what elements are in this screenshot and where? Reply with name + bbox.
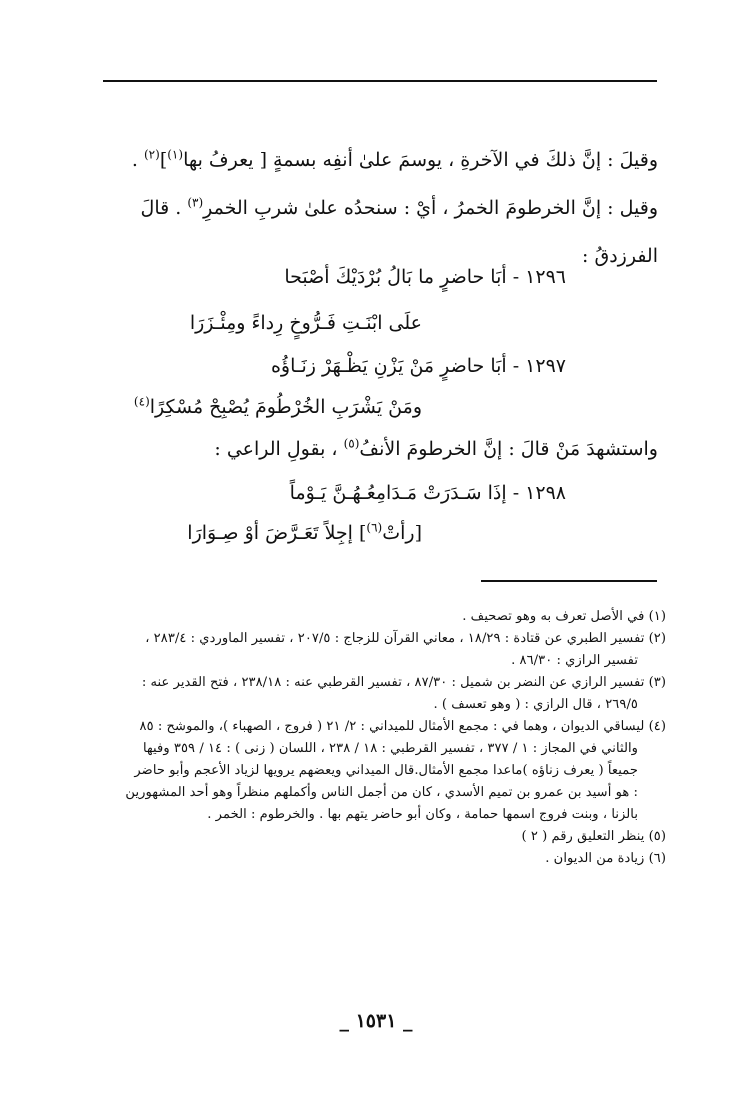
body-line-2	[88, 184, 658, 232]
bracket-close: ]	[159, 149, 168, 171]
istashhad-end: ، بقولِ الراعي :	[214, 438, 344, 460]
footnote-2-line-1: (٢) تفسير الطبري عن قتادة : ١٨/٢٩ ، معاني القرآن للزجاج : ٢٠٧/٥ ، تفسير الماوردي : ٢٨٣/٤ ،	[145, 631, 666, 646]
verse-1298-second-hemistich	[187, 522, 422, 544]
verse-1297-second-text: ومَنْ يَشْرَبِ الخُرْطُومَ يُصْبِحْ مُسْكِرًا	[149, 396, 422, 418]
footnote-1-line: (١) في الأصل تعرف به وهو تصحيف .	[462, 609, 666, 624]
footnote-ref-1: (١)	[167, 147, 184, 162]
verse-1298-first-hemistich: ١٢٩٨ - إذَا سَـدَرَتْ مَـدَامِعُـهُـنَّ يَـوْماً	[289, 482, 566, 504]
verse-1298-rest: ] إجِلاً تَعَـرَّضَ أوْ صِـوَارَا	[187, 522, 367, 544]
footnote-5	[66, 826, 666, 848]
verse-1297-second-hemistich	[134, 396, 422, 418]
footnote-2	[66, 628, 666, 672]
page-number: _ ١٥٣١ _	[339, 1010, 413, 1032]
footnote-2-line-2: تفسير الرازي : ٨٦/٣٠ .	[511, 653, 638, 668]
footnote-3	[66, 672, 666, 716]
body-text	[88, 136, 658, 280]
footnotes	[66, 606, 666, 870]
footnote-ref-3: (٣)	[187, 195, 204, 210]
body-line-1	[88, 136, 658, 184]
footnote-6	[66, 848, 666, 870]
footnote-4-line-2: والثاني في المجاز : ١ / ٣٧٧ ، تفسير القرطبي : ١٨ / ٢٣٨ ، اللسان ( زنى ) : ١٤ / ٣٥٩ وفيها	[142, 741, 638, 756]
footnote-ref-4: (٤)	[133, 394, 150, 409]
footnote-5-line: (٥) ينظر التعليق رقم ( ٢ )	[521, 829, 666, 844]
footnote-4	[66, 716, 666, 826]
body-line-3: الفرزدقُ :	[582, 245, 658, 267]
body-line-1-end: .	[131, 149, 144, 171]
footnote-4-line-3: جميعاً ( يعرف زناؤه )ماعدا مجمع الأمثال.قال الميداني ويعضهم يرويها لزياد الأعجم وأبو حاضر	[134, 763, 638, 778]
verse-1296-second-hemistich: علَى ابْنَـتِ فَـرُّوخٍ رِداءً ومِئْـزَرَا	[189, 312, 422, 334]
footnote-4-line-5: بالزنا ، وبنت فروج اسمها حمامة ، وكان أبو حاضر يتهم بها . والخرطوم : الخمر .	[207, 807, 638, 822]
footnote-separator	[481, 580, 657, 582]
footnote-ref-2: (٢)	[143, 147, 160, 162]
top-rule	[103, 80, 657, 82]
istashhad-text: واستشهدَ مَنْ قالَ : إنَّ الخرطومَ الأنفُ	[359, 438, 658, 460]
footnote-4-line-4: : هو أسيد بن عمرو بن تميم الأسدي ، كان من أجمل الناس وأكملهم منظراً وهو أحد المشهورين	[125, 785, 638, 800]
footnote-3-line-2: ٢٦٩/٥ ، قال الرازي : ( وهو تعسف ) .	[433, 697, 638, 712]
body-line-2-text: وقيل : إنَّ الخرطومَ الخمرُ ، أيْ : سنحدُه علىٰ شربِ الخمرِ	[203, 197, 658, 219]
footnote-ref-5: (٥)	[343, 436, 360, 451]
verse-1296-first-hemistich: ١٢٩٦ - أبَا حاضرٍ ما بَالُ بُرْدَيْكَ أصْبَحا	[284, 266, 566, 288]
footnote-6-line: (٦) زيادة من الديوان .	[545, 851, 666, 866]
footnote-3-line-1: (٣) تفسير الرازي عن النضر بن شميل : ٨٧/٣٠ ، تفسير القرطبي عنه : ٢٣٨/١٨ ، فتح القدير عنه :	[141, 675, 666, 690]
footnote-4-line-1: (٤) ليساقي الديوان ، وهما في : مجمع الأمثال للميداني : ٢/ ٢١ ( فروج ، الصهباء )، والموشح : ٨٥	[139, 719, 666, 734]
verse-1297-first-hemistich: ١٢٩٧ - أبَا حاضرٍ مَنْ يَزْنِ يَظْـهَرْ زنَـاؤُه	[270, 355, 566, 377]
footnote-1	[66, 606, 666, 628]
body-line-2-end: . قالَ	[140, 197, 188, 219]
body-line-1-text: وقيلَ : إنَّ ذلكَ في الآخرةِ ، يوسمَ علىٰ أنفِه بسمةٍ [ يعرفُ بها	[183, 149, 658, 171]
footnote-ref-6: (٦)	[366, 520, 383, 535]
istashhad-line	[214, 438, 658, 460]
verse-1298-open: [رأتْ	[382, 522, 422, 544]
